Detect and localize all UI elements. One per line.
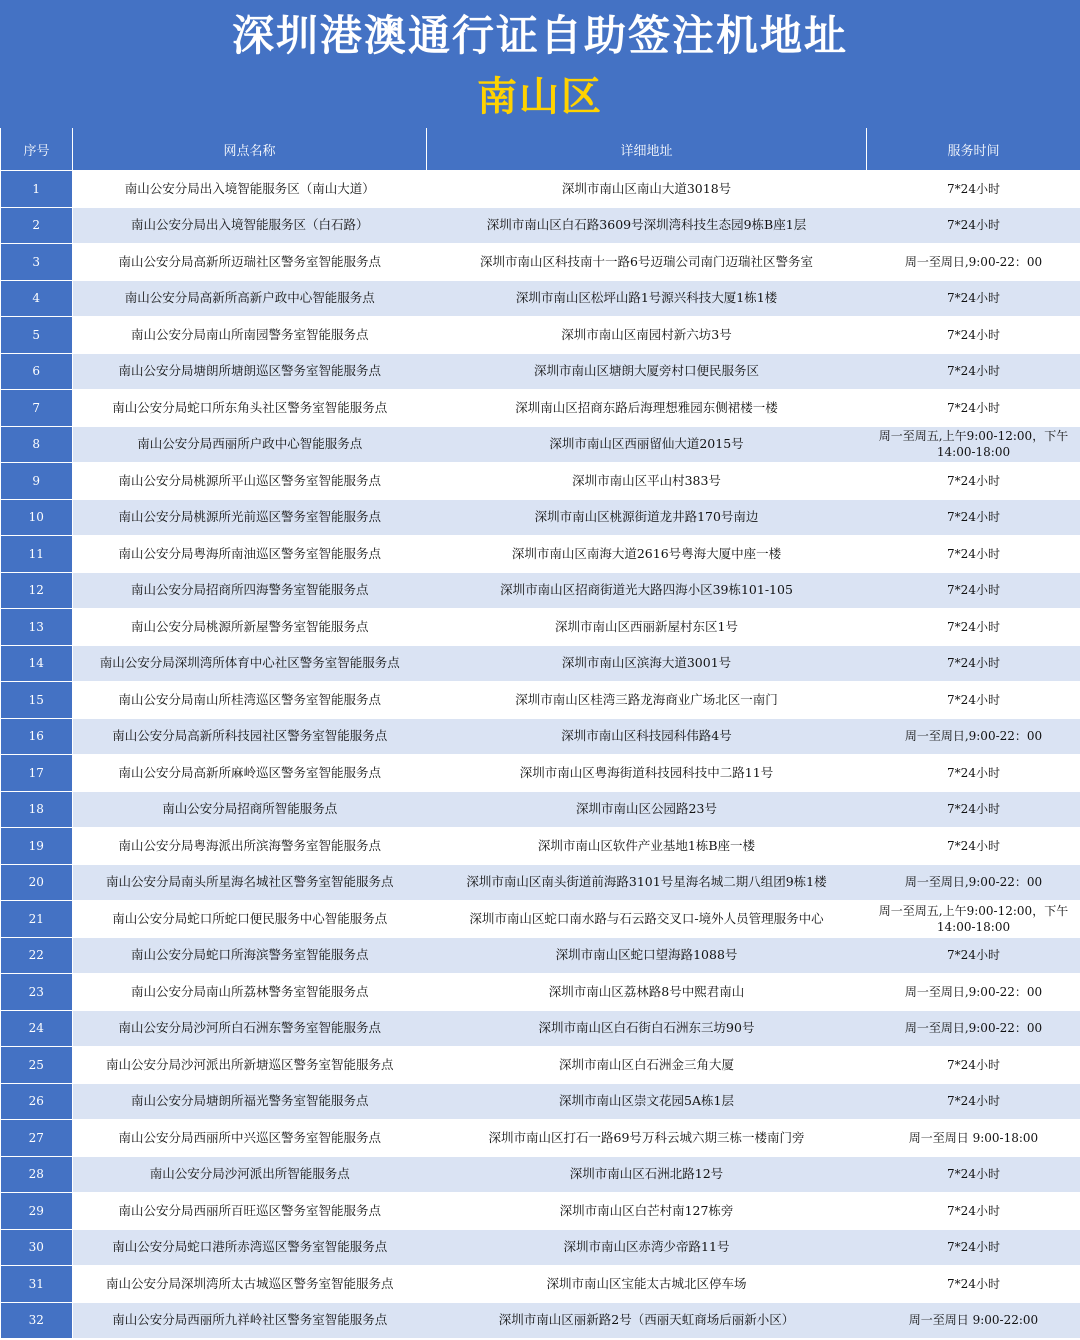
table-header-row <box>1 128 1080 171</box>
row-index: 7 <box>1 390 73 427</box>
row-index: 20 <box>1 864 73 901</box>
column-header-index: 序号 <box>1 128 73 171</box>
table-row <box>1 317 1080 354</box>
table-row <box>1 1047 1080 1084</box>
row-hours: 7*24小时 <box>867 1156 1080 1193</box>
row-index: 3 <box>1 244 73 281</box>
row-site-name: 南山公安分局出入境智能服务区（南山大道） <box>73 171 427 208</box>
row-address: 深圳市南山区西丽新屋村东区1号 <box>427 609 867 646</box>
row-site-name: 南山公安分局高新所麻岭巡区警务室智能服务点 <box>73 755 427 792</box>
row-hours: 7*24小时 <box>867 609 1080 646</box>
row-index: 8 <box>1 426 73 463</box>
row-site-name: 南山公安分局出入境智能服务区（白石路） <box>73 207 427 244</box>
row-hours: 周一至周日,9:00-22：00 <box>867 974 1080 1011</box>
row-site-name: 南山公安分局粤海派出所滨海警务室智能服务点 <box>73 828 427 865</box>
row-index: 31 <box>1 1266 73 1303</box>
row-hours: 7*24小时 <box>867 317 1080 354</box>
row-site-name: 南山公安分局沙河派出所智能服务点 <box>73 1156 427 1193</box>
row-hours: 7*24小时 <box>867 645 1080 682</box>
row-site-name: 南山公安分局招商所智能服务点 <box>73 791 427 828</box>
row-address: 深圳市南山区石洲北路12号 <box>427 1156 867 1193</box>
row-hours: 7*24小时 <box>867 207 1080 244</box>
row-hours: 7*24小时 <box>867 572 1080 609</box>
row-site-name: 南山公安分局桃源所平山巡区警务室智能服务点 <box>73 463 427 500</box>
table-row <box>1 499 1080 536</box>
row-address: 深圳市南山区软件产业基地1栋B座一楼 <box>427 828 867 865</box>
row-hours: 7*24小时 <box>867 1229 1080 1266</box>
table-row <box>1 1229 1080 1266</box>
table-row <box>1 353 1080 390</box>
row-site-name: 南山公安分局沙河派出所新塘巡区警务室智能服务点 <box>73 1047 427 1084</box>
row-site-name: 南山公安分局塘朗所福光警务室智能服务点 <box>73 1083 427 1120</box>
row-site-name: 南山公安分局西丽所户政中心智能服务点 <box>73 426 427 463</box>
table-row <box>1 572 1080 609</box>
row-site-name: 南山公安分局高新所科技园社区警务室智能服务点 <box>73 718 427 755</box>
row-index: 17 <box>1 755 73 792</box>
row-address: 深圳市南山区塘朗大厦旁村口便民服务区 <box>427 353 867 390</box>
column-header-hours: 服务时间 <box>867 128 1080 171</box>
row-site-name: 南山公安分局南头所星海名城社区警务室智能服务点 <box>73 864 427 901</box>
row-address: 深圳市南山区科技南十一路6号迈瑞公司南门迈瑞社区警务室 <box>427 244 867 281</box>
row-site-name: 南山公安分局深圳湾所体育中心社区警务室智能服务点 <box>73 645 427 682</box>
row-index: 13 <box>1 609 73 646</box>
table-row <box>1 1120 1080 1157</box>
row-hours: 7*24小时 <box>867 1083 1080 1120</box>
table-row <box>1 1266 1080 1303</box>
table-row <box>1 1302 1080 1339</box>
row-address: 深圳南山区招商东路后海理想雅园东侧裙楼一楼 <box>427 390 867 427</box>
row-index: 2 <box>1 207 73 244</box>
table-row <box>1 974 1080 1011</box>
table-row <box>1 171 1080 208</box>
row-address: 深圳市南山区打石一路69号万科云城六期三栋一楼南门旁 <box>427 1120 867 1157</box>
row-site-name: 南山公安分局桃源所光前巡区警务室智能服务点 <box>73 499 427 536</box>
row-hours: 7*24小时 <box>867 1193 1080 1230</box>
row-address: 深圳市南山区西丽留仙大道2015号 <box>427 426 867 463</box>
table-row <box>1 390 1080 427</box>
table-row <box>1 864 1080 901</box>
table-row <box>1 1156 1080 1193</box>
row-address: 深圳市南山区赤湾少帝路11号 <box>427 1229 867 1266</box>
row-site-name: 南山公安分局高新所高新户政中心智能服务点 <box>73 280 427 317</box>
row-index: 10 <box>1 499 73 536</box>
table-body <box>1 171 1080 1339</box>
row-hours: 周一至周日,9:00-22：00 <box>867 244 1080 281</box>
row-hours: 7*24小时 <box>867 171 1080 208</box>
row-index: 5 <box>1 317 73 354</box>
row-hours: 7*24小时 <box>867 463 1080 500</box>
row-index: 16 <box>1 718 73 755</box>
table-row <box>1 426 1080 463</box>
row-site-name: 南山公安分局蛇口所东角头社区警务室智能服务点 <box>73 390 427 427</box>
row-hours: 7*24小时 <box>867 280 1080 317</box>
row-index: 12 <box>1 572 73 609</box>
row-site-name: 南山公安分局南山所荔林警务室智能服务点 <box>73 974 427 1011</box>
row-index: 32 <box>1 1302 73 1339</box>
row-address: 深圳市南山区科技园科伟路4号 <box>427 718 867 755</box>
table-row <box>1 1193 1080 1230</box>
row-index: 28 <box>1 1156 73 1193</box>
row-site-name: 南山公安分局西丽所中兴巡区警务室智能服务点 <box>73 1120 427 1157</box>
table-row <box>1 682 1080 719</box>
row-hours: 周一至周日,9:00-22：00 <box>867 1010 1080 1047</box>
table-row <box>1 609 1080 646</box>
row-hours: 7*24小时 <box>867 828 1080 865</box>
row-site-name: 南山公安分局西丽所九祥岭社区警务室智能服务点 <box>73 1302 427 1339</box>
row-hours: 7*24小时 <box>867 536 1080 573</box>
table-row <box>1 463 1080 500</box>
row-hours: 7*24小时 <box>867 390 1080 427</box>
row-index: 11 <box>1 536 73 573</box>
row-index: 4 <box>1 280 73 317</box>
row-site-name: 南山公安分局蛇口港所赤湾巡区警务室智能服务点 <box>73 1229 427 1266</box>
row-index: 15 <box>1 682 73 719</box>
row-index: 27 <box>1 1120 73 1157</box>
address-table <box>0 128 1080 1339</box>
row-address: 深圳市南山区南园村新六坊3号 <box>427 317 867 354</box>
row-address: 深圳市南山区桃源街道龙井路170号南边 <box>427 499 867 536</box>
row-address: 深圳市南山区南山大道3018号 <box>427 171 867 208</box>
row-hours: 7*24小时 <box>867 791 1080 828</box>
row-index: 6 <box>1 353 73 390</box>
table-row <box>1 791 1080 828</box>
row-hours: 7*24小时 <box>867 353 1080 390</box>
row-index: 25 <box>1 1047 73 1084</box>
row-site-name: 南山公安分局粤海所南油巡区警务室智能服务点 <box>73 536 427 573</box>
row-index: 1 <box>1 171 73 208</box>
table-row <box>1 1083 1080 1120</box>
row-address: 深圳市南山区招商街道光大路四海小区39栋101-105 <box>427 572 867 609</box>
row-hours: 周一至周五,上午9:00-12:00，下午14:00-18:00 <box>867 426 1080 463</box>
row-address: 深圳市南山区松坪山路1号源兴科技大厦1栋1楼 <box>427 280 867 317</box>
page-title: 深圳港澳通行证自助签注机地址 <box>231 11 848 60</box>
row-hours: 周一至周日,9:00-22：00 <box>867 864 1080 901</box>
row-address: 深圳市南山区白石洲金三角大厦 <box>427 1047 867 1084</box>
page-header <box>0 0 1080 128</box>
row-address: 深圳市南山区滨海大道3001号 <box>427 645 867 682</box>
row-address: 深圳市南山区崇文花园5A栋1层 <box>427 1083 867 1120</box>
table-row <box>1 207 1080 244</box>
row-hours: 7*24小时 <box>867 1266 1080 1303</box>
row-site-name: 南山公安分局南山所南园警务室智能服务点 <box>73 317 427 354</box>
row-address: 深圳市南山区白石街白石洲东三坊90号 <box>427 1010 867 1047</box>
row-address: 深圳市南山区公园路23号 <box>427 791 867 828</box>
row-hours: 7*24小时 <box>867 1047 1080 1084</box>
row-address: 深圳市南山区丽新路2号（西丽天虹商场后丽新小区） <box>427 1302 867 1339</box>
row-address: 深圳市南山区南海大道2616号粤海大厦中座一楼 <box>427 536 867 573</box>
row-address: 深圳市南山区荔林路8号中熙君南山 <box>427 974 867 1011</box>
table-row <box>1 536 1080 573</box>
row-site-name: 南山公安分局蛇口所海滨警务室智能服务点 <box>73 937 427 974</box>
table-row <box>1 244 1080 281</box>
row-site-name: 南山公安分局南山所桂湾巡区警务室智能服务点 <box>73 682 427 719</box>
row-hours: 7*24小时 <box>867 937 1080 974</box>
row-index: 24 <box>1 1010 73 1047</box>
row-site-name: 南山公安分局招商所四海警务室智能服务点 <box>73 572 427 609</box>
row-hours: 周一至周五,上午9:00-12:00，下午14:00-18:00 <box>867 901 1080 938</box>
row-site-name: 南山公安分局塘朗所塘朗巡区警务室智能服务点 <box>73 353 427 390</box>
row-address: 深圳市南山区粤海街道科技园科技中二路11号 <box>427 755 867 792</box>
row-hours: 周一至周日 9:00-22:00 <box>867 1302 1080 1339</box>
row-index: 30 <box>1 1229 73 1266</box>
row-index: 14 <box>1 645 73 682</box>
row-index: 26 <box>1 1083 73 1120</box>
row-address: 深圳市南山区平山村383号 <box>427 463 867 500</box>
row-site-name: 南山公安分局西丽所百旺巡区警务室智能服务点 <box>73 1193 427 1230</box>
row-index: 19 <box>1 828 73 865</box>
table-row <box>1 718 1080 755</box>
row-address: 深圳市南山区白石路3609号深圳湾科技生态园9栋B座1层 <box>427 207 867 244</box>
table-row <box>1 828 1080 865</box>
row-site-name: 南山公安分局深圳湾所太古城巡区警务室智能服务点 <box>73 1266 427 1303</box>
row-index: 9 <box>1 463 73 500</box>
row-index: 22 <box>1 937 73 974</box>
row-address: 深圳市南山区南头街道前海路3101号星海名城二期八组团9栋1楼 <box>427 864 867 901</box>
row-hours: 7*24小时 <box>867 682 1080 719</box>
table-row <box>1 937 1080 974</box>
row-site-name: 南山公安分局高新所迈瑞社区警务室智能服务点 <box>73 244 427 281</box>
row-index: 18 <box>1 791 73 828</box>
table-row <box>1 645 1080 682</box>
row-hours: 周一至周日,9:00-22：00 <box>867 718 1080 755</box>
table-row <box>1 755 1080 792</box>
row-address: 深圳市南山区桂湾三路龙海商业广场北区一南门 <box>427 682 867 719</box>
table-row <box>1 901 1080 938</box>
column-header-name: 网点名称 <box>73 128 427 171</box>
row-hours: 7*24小时 <box>867 499 1080 536</box>
column-header-address: 详细地址 <box>427 128 867 171</box>
row-address: 深圳市南山区蛇口望海路1088号 <box>427 937 867 974</box>
table-row <box>1 1010 1080 1047</box>
row-address: 深圳市南山区白芒村南127栋旁 <box>427 1193 867 1230</box>
row-hours: 周一至周日 9:00-18:00 <box>867 1120 1080 1157</box>
row-site-name: 南山公安分局蛇口所蛇口便民服务中心智能服务点 <box>73 901 427 938</box>
row-site-name: 南山公安分局桃源所新屋警务室智能服务点 <box>73 609 427 646</box>
row-site-name: 南山公安分局沙河所白石洲东警务室智能服务点 <box>73 1010 427 1047</box>
row-hours: 7*24小时 <box>867 755 1080 792</box>
table-row <box>1 280 1080 317</box>
page-subtitle: 南山区 <box>477 74 603 120</box>
row-address: 深圳市南山区宝能太古城北区停车场 <box>427 1266 867 1303</box>
row-index: 21 <box>1 901 73 938</box>
row-index: 29 <box>1 1193 73 1230</box>
row-index: 23 <box>1 974 73 1011</box>
row-address: 深圳市南山区蛇口南水路与石云路交叉口-境外人员管理服务中心 <box>427 901 867 938</box>
